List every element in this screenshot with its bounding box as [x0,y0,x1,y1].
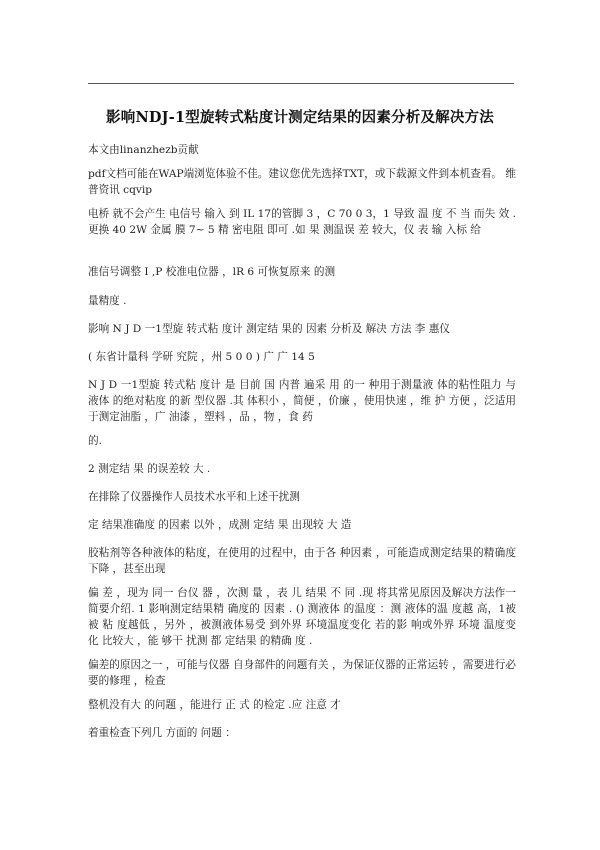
paragraph-cause: 偏差的原因之一 ，可能与仪器 自身部件的问题有关 ，为保证仪器的正常运转 ，需要进行必要的修理 ，检查 [88,659,516,687]
paragraph-affiliation: ( 东省计量科 学研 究院 ，州 5 0 0 ) 广 广 14 5 [88,351,315,363]
paragraph-bridge: 电桥 就不会产生 电信号 输入 到 IL 17的管脚 3 ，C 70 0 3，1 导致 温 度 不 当 而失 效 .更换 40 2W 金属 膜 7~ 5 精 密电阻 即可 .如 果 测温误 差 较大，仪 表 输 入标 给 [88,208,516,236]
paragraph-end: 的. [88,435,102,447]
paragraph-adhesive: 胶粘剂等各种液体的粘度，在使用的过程中，由于各 种因素 ，可能造成测定结果的精确度下降 ，甚至出现 [88,547,516,575]
paragraph-precision: 量精度 . [88,295,127,307]
paragraph-contributor: 本文由linanzhezb贡献 [88,144,199,156]
paragraph-accuracy: 定 结果准确度 的因素 以外 ，成测 定结 果 出现较 大 造 [88,519,352,531]
header-rule [88,83,514,84]
paragraph-article-title: 影响 N J D 一1型旋 转式粘 度计 测定结 果的 因素 分析及 解决 方法 李 惠仪 [88,323,450,335]
paragraph-inspection: 整机没有大 的问题 ，能进行 正 式 的检定 .应 注意 才 [88,699,341,711]
paragraph-pdf-notice: pdf文档可能在WAP端浏览体验不佳。建议您优先选择TXT，或下载源文件到本机查看。 维普资讯 cqvip [88,168,516,196]
paragraph-focus: 着重检查下列几 方面的 问题 ： [88,727,236,739]
document-title: 影响NDJ-1型旋转式粘度计测定结果的因素分析及解决方法 [106,109,494,126]
paragraph-exclusion: 在排除了仪器操作人员技术水平和上述干扰测 [88,491,300,503]
paragraph-intro: N J D 一1型旋 转式粘 度计 是 目前 国 内普 遍采 用 的一 种用于测量液 体的粘性阻力 与液体 的绝对粘度 的新 型仪器 .其 体积小 ，简便 ，价廉 ，使用快速 ，维 护 方便 ，泛适用于测定油脂 ，广 油漆 ，塑料 ，品 ，物 ，食 药 [88,379,516,423]
paragraph-section-2: 2 测定结 果 的误差较 大 . [88,463,211,475]
paragraph-calibration: 准信号调整 I ,P 校准电位器 ，lR 6 可恢复原来 的测 [88,266,336,278]
paragraph-deviation: 偏 差 ，现为 同一 台仪 器 ，次测 量 ，表 儿 结果 不 同 .现 将其常见原因及解决方法作一简要介绍. 1 影响测定结果精 确度的 因素 . () 测液体 的温度 ：测 液体的温 度越 高，1被 被 粘 度越低 ，另外 ，被测液体易受 到外界 环境温度变化 若的影 响或外界 环境 温度变 化 比较大 ，能 够干 扰测 都 定结果 的精确 度 . [88,587,516,647]
